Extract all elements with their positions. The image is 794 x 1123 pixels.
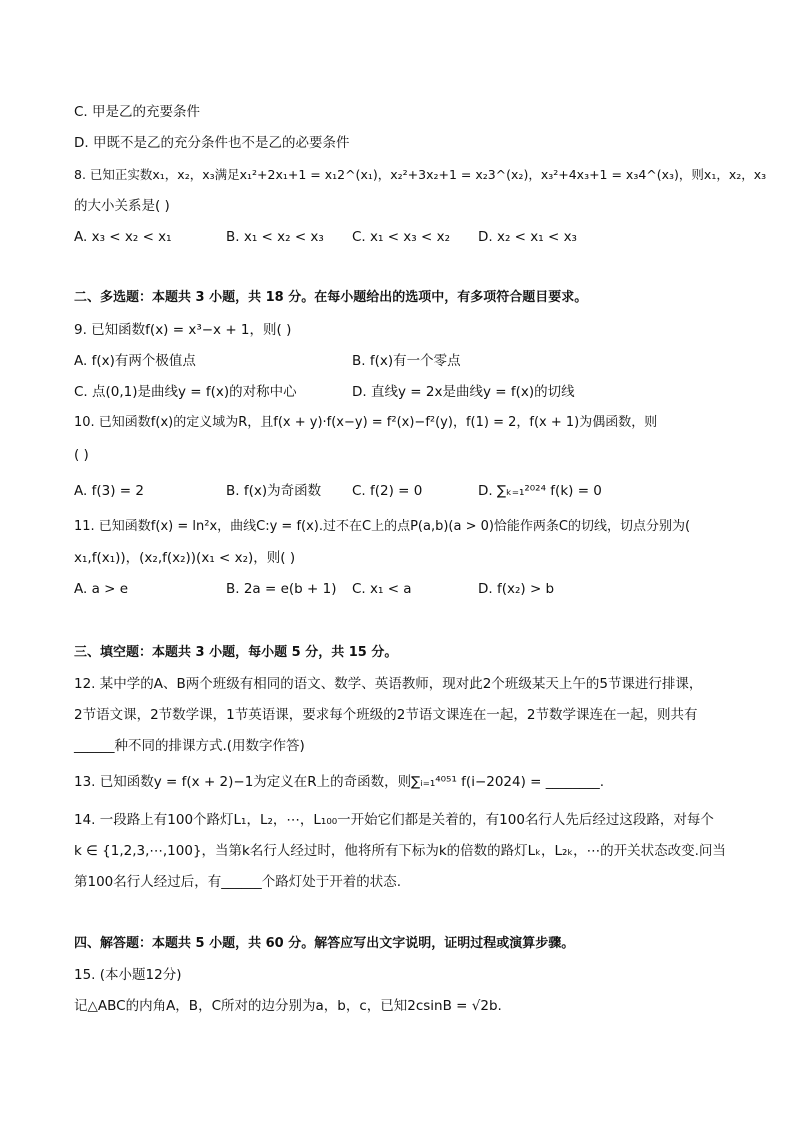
q10-option-c: C. f(2) = 0	[352, 483, 423, 499]
q11-option-d: D. f(x₂) > b	[478, 581, 555, 597]
q13-line1: 13. 已知函数y = f(x + 2)−1为定义在R上的奇函数，则∑ᵢ₌₁⁴⁰⁵¹ f(i−2024) = ________.	[74, 774, 605, 790]
section3-heading: 三、填空题：本题共 3 小题，每小题 5 分，共 15 分。	[74, 645, 398, 660]
q9-option-c: C. 点(0,1)是曲线y = f(x)的对称中心	[74, 384, 297, 400]
q11-option-a: A. a > e	[74, 581, 129, 597]
q8-option-b: B. x₁ < x₂ < x₃	[226, 229, 324, 245]
q12-line1: 12. 某中学的A、B两个班级有相同的语文、数学、英语教师，现对此2个班级某天上午的5节课进行排课，	[74, 676, 703, 692]
q8-stem-line1: 8. 已知正实数x₁，x₂，x₃满足x₁²+2x₁+1 = x₁2^(x₁)，x₂²+3x₂+1 = x₂3^(x₂)，x₃²+4x₃+1 = x₃4^(x₃)，则x₁，x₂，x₃	[74, 167, 767, 182]
section2-heading: 二、多选题：本题共 3 小题，共 18 分。在每小题给出的选项中，有多项符合题目要求。	[74, 290, 588, 305]
q9-option-b: B. f(x)有一个零点	[352, 353, 461, 369]
q11-option-c: C. x₁ < a	[352, 581, 412, 597]
q8-option-a: A. x₃ < x₂ < x₁	[74, 229, 172, 245]
q14-line2: k ∈ {1,2,3,⋯,100}，当第k名行人经过时，他将所有下标为k的倍数的路灯Lₖ，L₂ₖ，⋯的开关状态改变.问当	[74, 843, 726, 859]
q7-option-d: D. 甲既不是乙的充分条件也不是乙的必要条件	[74, 135, 350, 151]
q11-stem-line1: 11. 已知函数f(x) = ln²x，曲线C:y = f(x).过不在C上的点P(a,b)(a > 0)恰能作两条C的切线，切点分别为(	[74, 519, 691, 534]
q8-stem-line2: 的大小关系是( )	[74, 198, 170, 214]
q10-option-b: B. f(x)为奇函数	[226, 483, 322, 499]
q8-option-c: C. x₁ < x₃ < x₂	[352, 229, 451, 245]
q11-option-b: B. 2a = e(b + 1)	[226, 581, 337, 597]
q10-option-d: D. ∑ₖ₌₁²⁰²⁴ f(k) = 0	[478, 483, 602, 499]
q14-line3: 第100名行人经过后，有______个路灯处于开着的状态.	[74, 874, 402, 890]
q12-line2: 2节语文课，2节数学课，1节英语课，要求每个班级的2节语文课连在一起，2节数学课连在一起，则共有	[74, 707, 698, 723]
section4-heading: 四、解答题：本题共 5 小题，共 60 分。解答应写出文字说明，证明过程或演算步骤。	[74, 936, 575, 951]
q9-option-a: A. f(x)有两个极值点	[74, 353, 196, 369]
q14-line1: 14. 一段路上有100个路灯L₁，L₂，⋯，L₁₀₀一开始它们都是关着的，有100名行人先后经过这段路，对每个	[74, 812, 714, 828]
q10-stem-line2: ( )	[74, 447, 89, 463]
q11-stem-line2: x₁,f(x₁))，(x₂,f(x₂))(x₁ < x₂)，则( )	[74, 550, 296, 566]
q7-option-c: C. 甲是乙的充要条件	[74, 104, 201, 120]
q15-line1: 记△ABC的内角A，B，C所对的边分别为a，b，c，已知2csinB = √2b.	[74, 998, 502, 1014]
q15-label: 15. (本小题12分)	[74, 967, 182, 983]
q10-stem-line1: 10. 已知函数f(x)的定义域为R，且f(x + y)·f(x−y) = f²(x)−f²(y)，f(1) = 2，f(x + 1)为偶函数，则	[74, 415, 658, 430]
q9-stem: 9. 已知函数f(x) = x³−x + 1，则( )	[74, 322, 292, 338]
q9-option-d: D. 直线y = 2x是曲线y = f(x)的切线	[352, 384, 575, 400]
q10-option-a: A. f(3) = 2	[74, 483, 144, 499]
q8-option-d: D. x₂ < x₁ < x₃	[478, 229, 577, 245]
q12-line3: ______种不同的排课方式.(用数字作答)	[74, 738, 305, 754]
